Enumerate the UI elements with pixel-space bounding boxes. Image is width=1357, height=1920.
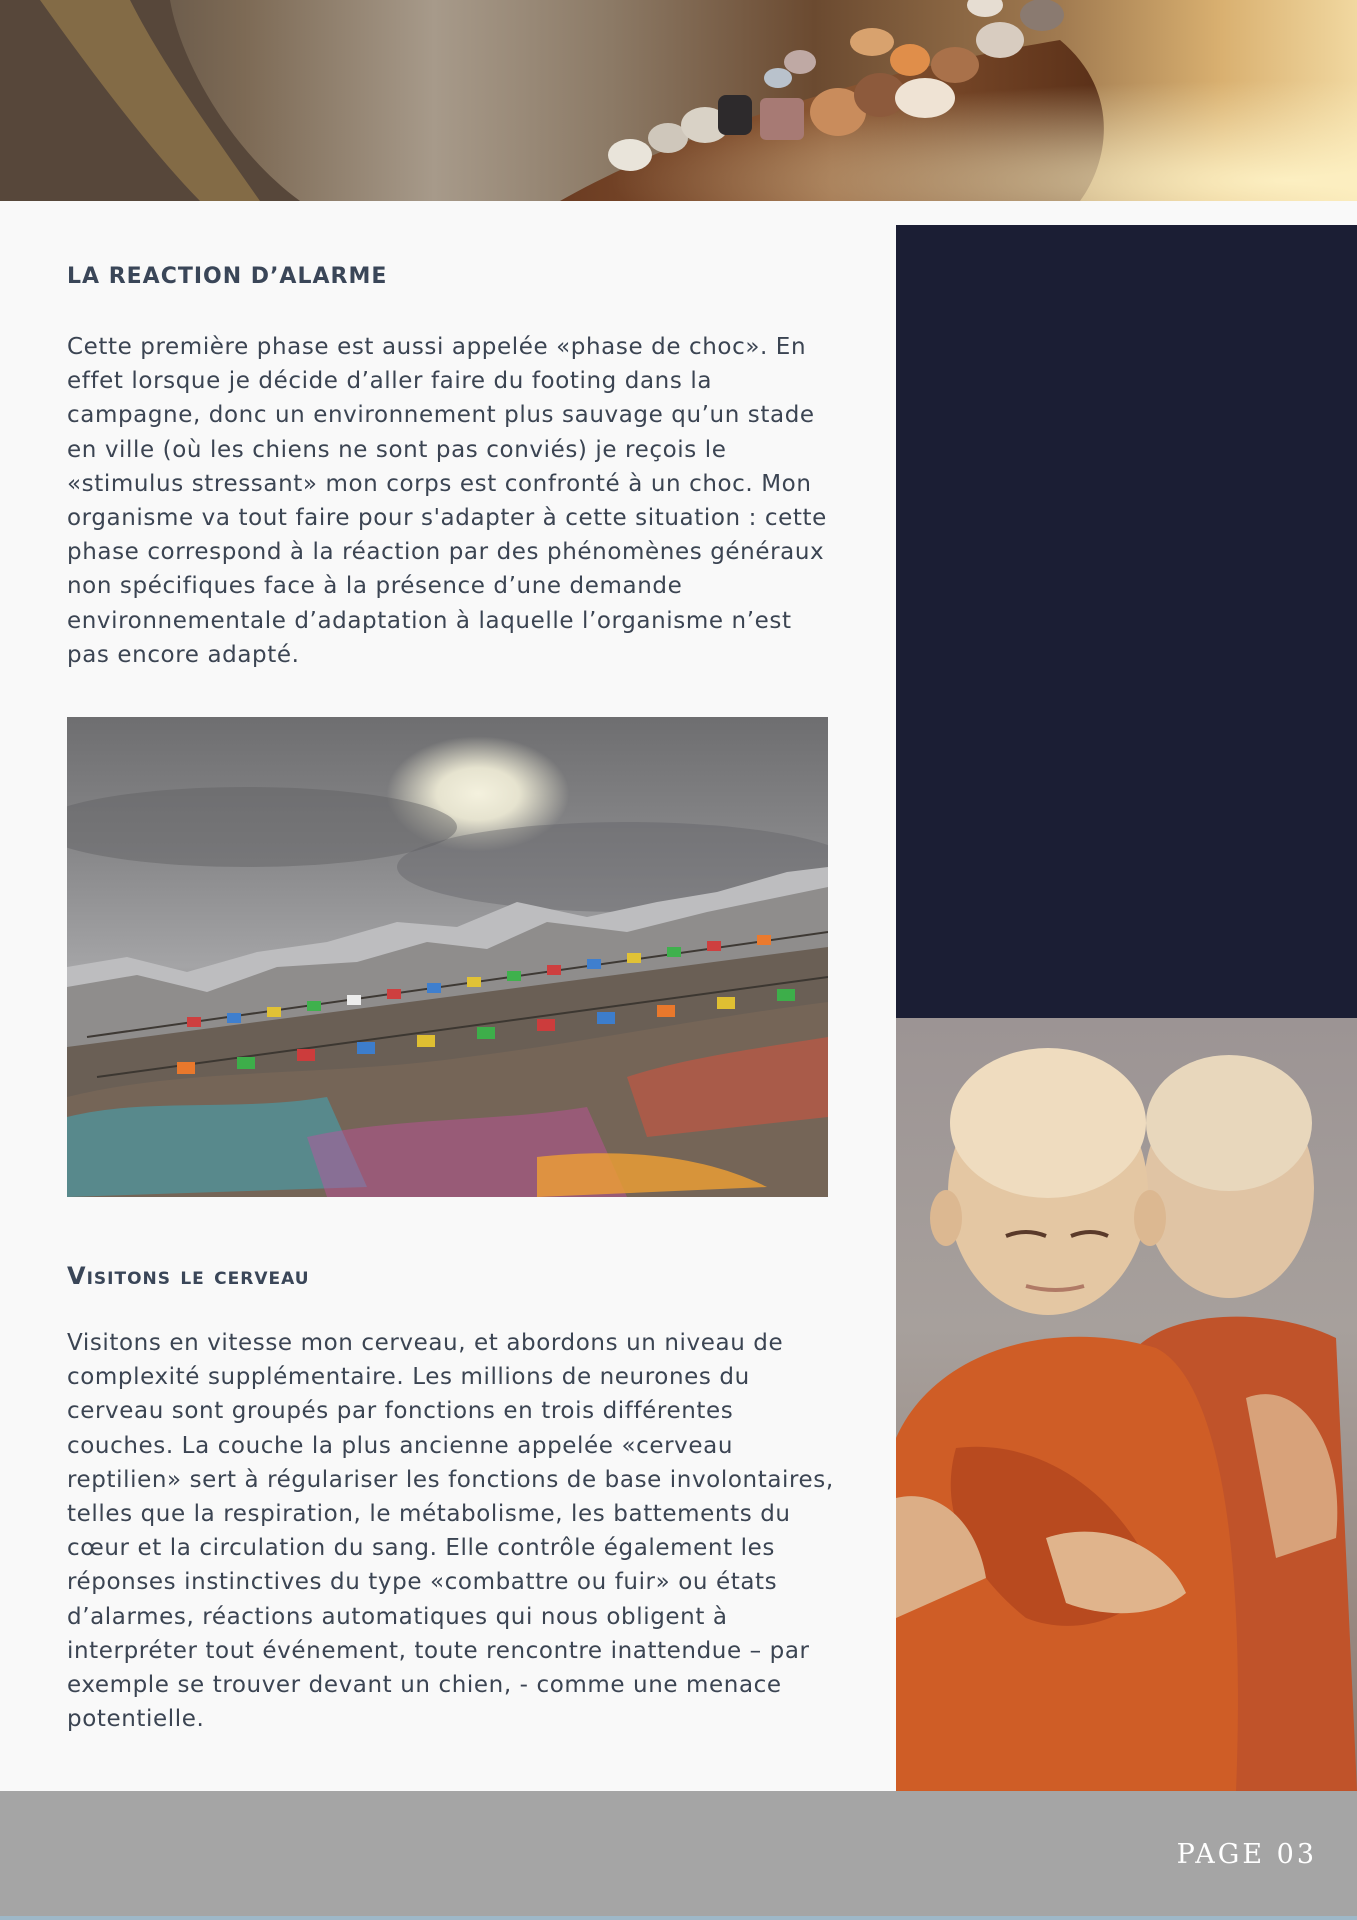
section-heading-brain: Visitons le cerveau <box>67 1262 310 1290</box>
section-paragraph-brain: Visitons en vitesse mon cerveau, et abordons un niveau de complexité supplémentaire. Les millions de neurones du cerveau sont groupés par fonctions en trois différentes couches. La couche la plus ancienne appelée «cerveau reptilien» sert à régulariser les fonctions de base involontaires, telles que la respiration, le métabolisme, les battements du cœur et la circulation du sang. Elle contrôle également les réponses instinctives du type «combattre ou fuir» ou états d’alarmes, réactions automatiques qui nous obligent à interpréter tout événement, toute rencontre inattendue – par exemple se trouver devant un chien, - comme une menace potentielle. <box>67 1330 834 1733</box>
prayer-flags-illustration <box>67 717 828 1197</box>
section-paragraph-alarm-reaction: Cette première phase est aussi appelée «phase de choc». En effet lorsque je décide d’aller faire du footing dans la campagne, donc un environnement plus sauvage qu’un stade en ville (où les chiens ne sont pas conviés) je reçois le «stimulus stressant» mon corps est confronté à un choc. Mon organisme va tout faire pour s'adapter à cette situation : cette phase correspond à la réaction par des phénomènes généraux non spécifiques face à la présence d’une demande environnementale d’adaptation à laquelle l’organisme n’est pas encore adapté. <box>67 334 827 668</box>
bowl-with-stones-illustration <box>0 0 1357 201</box>
top-banner-image <box>0 0 1357 201</box>
prayer-flags-mountain-image <box>67 717 828 1197</box>
footer-band <box>0 1791 1357 1916</box>
page-number: PAGE 03 <box>1176 1839 1317 1870</box>
dark-color-panel <box>896 225 1357 1018</box>
young-monks-illustration <box>896 1018 1357 1791</box>
footer-accent-line <box>0 1916 1357 1920</box>
section-heading-alarm-reaction: LA REACTION D’ALARME <box>67 264 388 289</box>
monks-image <box>896 1018 1357 1791</box>
